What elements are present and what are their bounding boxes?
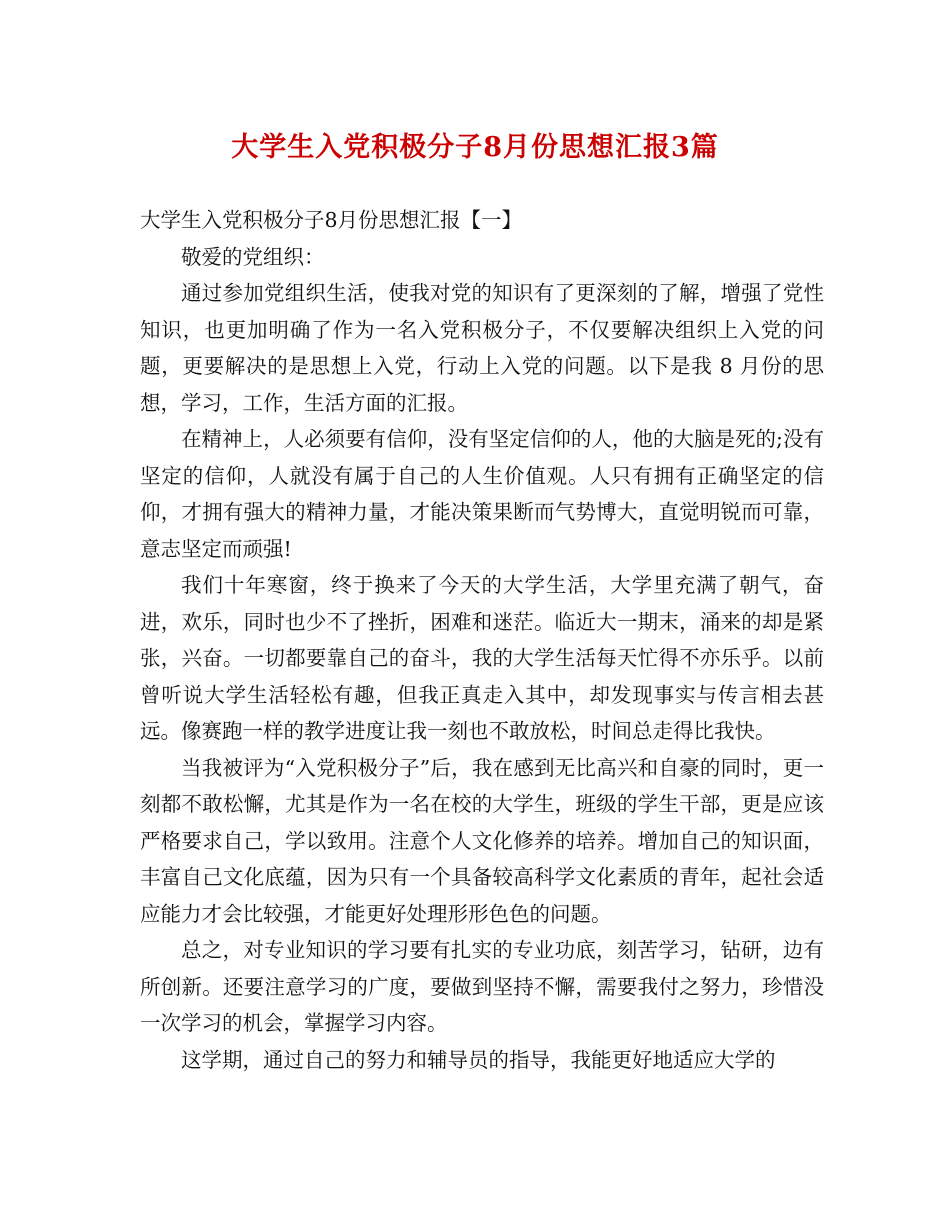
- body-paragraph: 当我被评为“入党积极分子”后，我在感到无比高兴和自豪的同时，更一刻都不敢松懈，尤其是作为一名在校的大学生，班级的学生干部，更是应该严格要求自己，学以致用。注意个人文化修养的培养。增加自己的知识面，丰富自己文化底蕴，因为只有一个具备较高科学文化素质的青年，起社会适应能力才会比较强，才能更好处理形形色色的问题。: [140, 755, 824, 926]
- section-heading: 大学生入党积极分子8月份思想汇报【一】: [140, 208, 523, 232]
- document-body: [140, 202, 824, 1078]
- document-title: 大学生入党积极分子8月份思想汇报3篇: [231, 132, 719, 163]
- body-paragraph: 总之，对专业知识的学习要有扎实的专业功底，刻苦学习，钻研，边有所创新。还要注意学习的广度，要做到坚持不懈，需要我付之努力，珍惜没一次学习的机会，掌握学习内容。: [140, 938, 824, 1035]
- body-paragraph: 这学期，通过自己的努力和辅导员的指导，我能更好地适应大学的: [181, 1047, 776, 1072]
- salutation: 敬爱的党组织：: [181, 244, 325, 269]
- body-paragraph: 在精神上，人必须要有信仰，没有坚定信仰的人，他的大脑是死的;没有坚定的信仰，人就没有属于自己的人生价值观。人只有拥有正确坚定的信仰，才拥有强大的精神力量，才能决策果断而气势博大，直觉明锐而可靠，意志坚定而顽强!: [140, 427, 824, 561]
- body-paragraph: 通过参加党组织生活，使我对党的知识有了更深刻的了解，增强了党性知识，也更加明确了作为一名入党积极分子，不仅要解决组织上入党的问题，更要解决的是思想上入党，行动上入党的问题。以下是我 8 月份的思想，学习，工作，生活方面的汇报。: [140, 281, 824, 415]
- body-paragraph: 我们十年寒窗，终于换来了今天的大学生活，大学里充满了朝气，奋进，欢乐，同时也少不了挫折，困难和迷茫。临近大一期末，涌来的却是紧张，兴奋。一切都要靠自己的奋斗，我的大学生活每天忙得不亦乐乎。以前曾听说大学生活轻松有趣，但我正真走入其中，却发现事实与传言相去甚远。像赛跑一样的教学进度让我一刻也不敢放松，时间总走得比我快。: [140, 573, 824, 743]
